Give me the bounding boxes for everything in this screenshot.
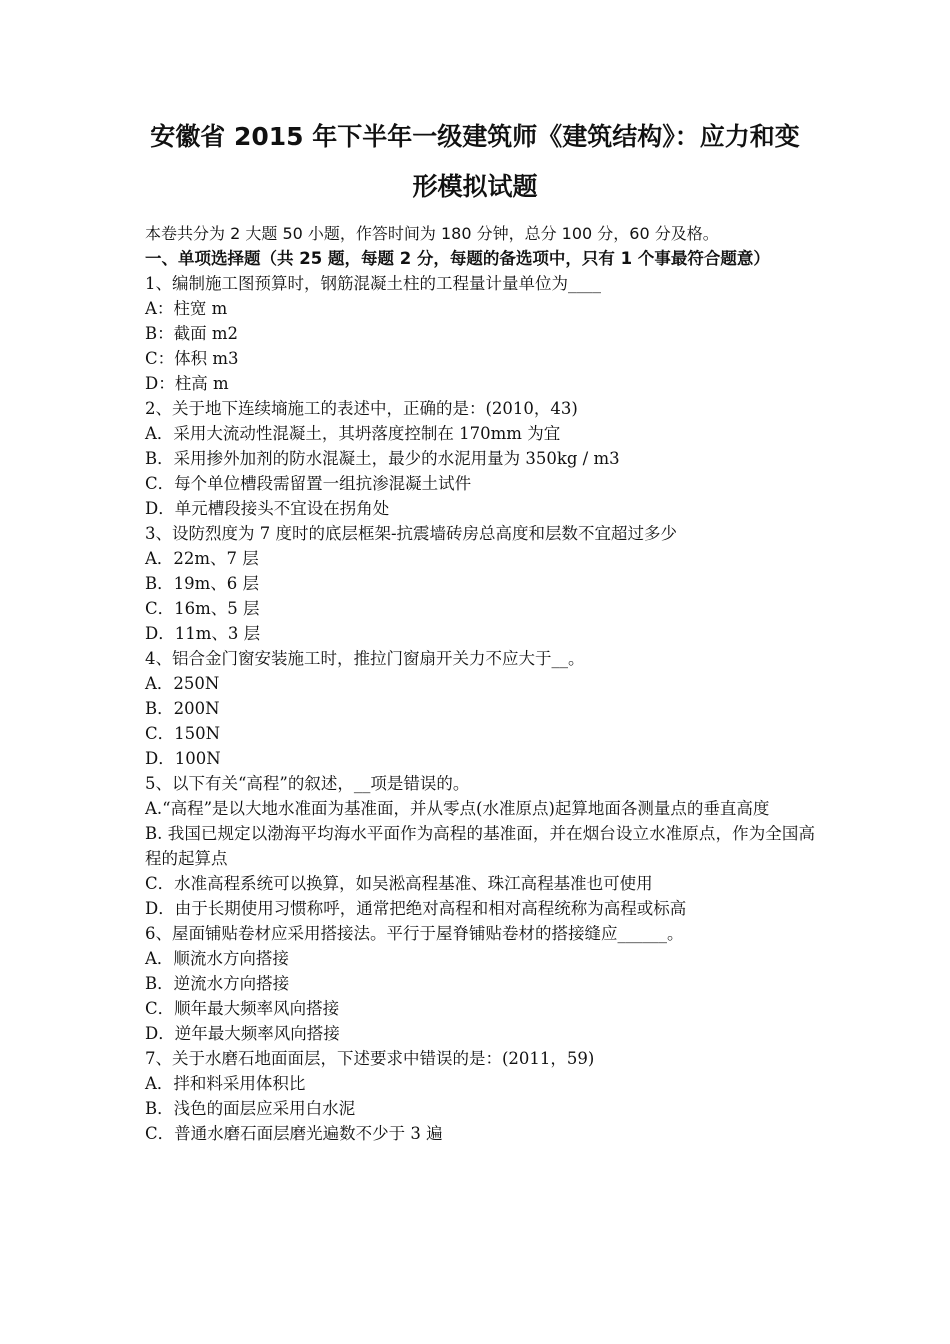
section-heading: 一、单项选择题（共 25 题，每题 2 分，每题的备选项中，只有 1 个事最符合题意） [145,249,770,268]
answer-option: D．由于长期使用习惯称呼，通常把绝对高程和相对高程统称为高程或标高 [145,899,687,918]
answer-option: A：柱宽 m [145,299,228,318]
answer-option: B．200N [145,699,220,718]
answer-option: B．浅色的面层应采用白水泥 [145,1099,356,1118]
document-title [120,112,830,212]
answer-option: A.“高程”是以大地水准面为基准面，并从零点(水准原点)起算地面各测量点的垂直高度 [145,799,770,818]
answer-option: D．100N [145,749,221,768]
document-body [145,221,815,1146]
answer-option: B．采用掺外加剂的防水混凝土，最少的水泥用量为 350kg / m3 [145,449,620,468]
question-stem: 5、以下有关“高程”的叙述，__项是错误的。 [145,774,470,793]
exam-intro: 本卷共分为 2 大题 50 小题，作答时间为 180 分钟，总分 100 分，60 分及格。 [145,224,719,243]
answer-option: D：柱高 m [145,374,229,393]
answer-option: C．顺年最大频率风向搭接 [145,999,340,1018]
answer-option: C．16m、5 层 [145,599,260,618]
answer-option: C：体积 m3 [145,349,239,368]
answer-option: A．采用大流动性混凝土，其坍落度控制在 170mm 为宜 [145,424,561,443]
answer-option: C．150N [145,724,221,743]
answer-option: B：截面 m2 [145,324,239,343]
answer-option: B. 我国已规定以渤海平均海水平面作为高程的基准面，并在烟台设立水准原点，作为全国高程的起算点 [145,824,815,868]
question-stem: 3、设防烈度为 7 度时的底层框架-抗震墙砖房总高度和层数不宜超过多少 [145,524,678,543]
answer-option: A．顺流水方向搭接 [145,949,289,968]
answer-option: D．11m、3 层 [145,624,261,643]
question-stem: 7、关于水磨石地面面层，下述要求中错误的是：(2011，59) [145,1049,595,1068]
answer-option: A．22m、7 层 [145,549,259,568]
answer-option: D．逆年最大频率风向搭接 [145,1024,340,1043]
answer-option: C．水准高程系统可以换算，如吴淞高程基准、珠江高程基准也可使用 [145,874,653,893]
question-stem: 6、屋面铺贴卷材应采用搭接法。平行于屋脊铺贴卷材的搭接缝应______。 [145,924,684,943]
title-line-1: 安徽省 2015 年下半年一级建筑师《建筑结构》：应力和变 [150,122,800,151]
answer-option: B．逆流水方向搭接 [145,974,290,993]
answer-option: C．每个单位槽段需留置一组抗渗混凝土试件 [145,474,472,493]
question-stem: 2、关于地下连续墒施工的表述中，正确的是：(2010，43) [145,399,578,418]
answer-option: A．250N [145,674,220,693]
question-stem: 4、铝合金门窗安装施工时，推拉门窗扇开关力不应大于__。 [145,649,585,668]
answer-option: D．单元槽段接头不宜设在拐角处 [145,499,390,518]
answer-option: C．普通水磨石面层磨光遍数不少于 3 遍 [145,1124,443,1143]
answer-option: A．拌和料采用体积比 [145,1074,306,1093]
question-stem: 1、编制施工图预算时，钢筋混凝土柱的工程量计量单位为____ [145,274,601,293]
answer-option: B．19m、6 层 [145,574,260,593]
title-line-2: 形模拟试题 [412,172,538,201]
